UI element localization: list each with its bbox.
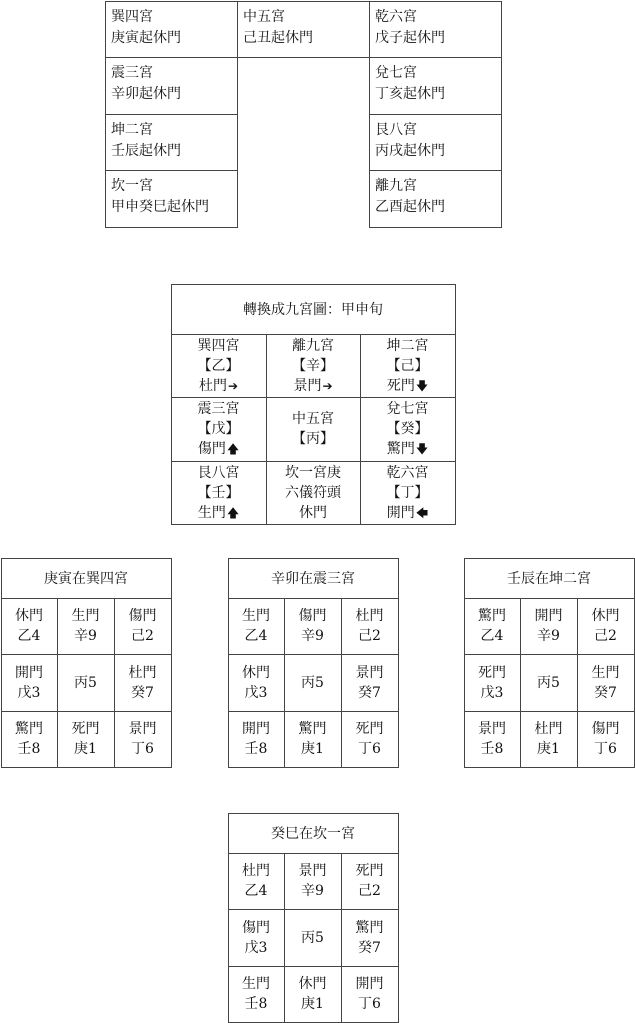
stem-number: 己2 (131, 628, 154, 644)
grid-cell (1, 711, 57, 767)
door-name: 死門 (355, 863, 384, 879)
stem-line: 【戊】 (197, 421, 240, 437)
door-name: 生門 (242, 608, 270, 624)
grid-cell (520, 598, 577, 654)
door-name: 驚門 (355, 919, 384, 936)
grid-cell (520, 711, 577, 767)
grid-cell (114, 711, 171, 767)
stem-number: 丙5 (74, 674, 97, 691)
door-line (199, 376, 238, 396)
palace-name: 艮八宮 (375, 122, 417, 138)
door-name: 生門 (591, 664, 620, 681)
stem-number: 辛9 (301, 628, 324, 644)
grid-line-horizontal (237, 57, 369, 58)
grid-cell (464, 654, 520, 711)
door-name: 驚門 (15, 721, 43, 737)
door-line (293, 376, 332, 396)
right-arrow-icon: ➔ (227, 378, 239, 393)
stem-number: 丁6 (358, 996, 381, 1012)
door-name: 景門 (293, 377, 322, 394)
grid-cell (284, 711, 341, 767)
palace-cell (266, 397, 360, 461)
stem-number: 己2 (358, 883, 381, 899)
stem-number: 乙4 (244, 628, 268, 644)
stem-number: 庚1 (74, 741, 97, 757)
start-line: 庚寅起休門 (111, 30, 181, 46)
palace-name: 坎一宮 (111, 178, 153, 194)
grid-cell (341, 909, 398, 966)
top-right-cell (369, 114, 501, 170)
door-name: 開門 (534, 608, 563, 624)
grid-cell (464, 598, 520, 654)
stem-number: 癸7 (358, 684, 381, 701)
door-name: 傷門 (128, 608, 157, 624)
door-line (198, 439, 239, 459)
grid-cell (228, 598, 284, 654)
top-left-cell (105, 57, 237, 114)
stem-number: 庚1 (301, 741, 324, 757)
grid-title: 庚寅在巽四宮 (44, 571, 128, 587)
door-name: 杜門 (242, 863, 270, 879)
palace-name: 兌七宮 (375, 65, 417, 81)
nine-palace-title: 轉換成九宮圖：甲申旬 (243, 302, 383, 318)
palace-name: 震三宮 (111, 65, 153, 81)
top-left-cell (105, 1, 237, 57)
door-name: 傷門 (591, 721, 620, 737)
start-line: 壬辰起休門 (111, 143, 181, 159)
stem-number: 丙5 (301, 674, 324, 691)
grid-cell (228, 909, 284, 966)
stem-number: 庚1 (301, 996, 324, 1012)
door-name: 杜門 (198, 377, 227, 394)
door-name: 開門 (15, 664, 43, 681)
door-name: 景門 (478, 721, 506, 737)
stem-number: 丁6 (131, 741, 154, 757)
start-line: 丁亥起休門 (375, 86, 445, 102)
grid-title: 癸巳在坎一宮 (271, 826, 355, 842)
grid-cell (577, 711, 634, 767)
up-arrow-icon: 🡅 (226, 442, 240, 456)
grid-cell (284, 966, 341, 1022)
down-arrow-icon: 🡇 (415, 378, 429, 393)
stem-line: 【乙】 (197, 357, 240, 374)
stem-number: 壬8 (244, 996, 268, 1012)
grid-cell (284, 598, 341, 654)
palace-cell (360, 461, 455, 524)
door-name: 生門 (242, 976, 270, 992)
stem-number: 己2 (358, 628, 381, 644)
stem-number: 己2 (594, 628, 617, 644)
right-arrow-icon: ➔ (322, 378, 333, 393)
door-name: 開門 (242, 721, 270, 737)
grid-cell (1, 654, 57, 711)
door-line (299, 503, 327, 523)
door-name: 開門 (355, 976, 384, 992)
palace-line: 巽四宮 (197, 337, 240, 354)
top-left-cell (105, 114, 237, 170)
stem-number: 戊3 (480, 684, 504, 701)
stem-number: 戊3 (244, 684, 268, 701)
grid-cell (228, 654, 284, 711)
door-name: 景門 (128, 721, 157, 737)
door-name: 杜門 (128, 664, 157, 681)
palace-cell (266, 334, 360, 397)
palace-name: 巽四宮 (111, 9, 153, 25)
door-name: 傷門 (242, 919, 270, 936)
stem-number: 壬8 (480, 741, 504, 757)
stem-number: 乙4 (480, 628, 504, 644)
grid-cell (57, 654, 114, 711)
palace-cell (360, 397, 455, 461)
grid-cell (341, 853, 398, 909)
grid-cell (228, 853, 284, 909)
grid-title: 辛卯在震三宮 (271, 571, 355, 587)
top-right-cell (369, 1, 501, 57)
palace-cell (360, 334, 455, 397)
door-name: 驚門 (386, 441, 415, 457)
door-name: 杜門 (355, 608, 384, 624)
palace-line: 坤二宮 (386, 337, 429, 354)
door-name: 休門 (299, 504, 327, 521)
grid-cell (114, 598, 171, 654)
door-name: 死門 (478, 664, 506, 681)
door-name: 傷門 (197, 441, 226, 457)
grid-cell (228, 711, 284, 767)
up-arrow-icon: 🡅 (226, 505, 240, 520)
grid-cell (341, 598, 398, 654)
start-line: 辛卯起休門 (111, 86, 181, 102)
door-name: 杜門 (534, 721, 563, 737)
door-line (198, 503, 239, 523)
door-name: 景門 (355, 664, 384, 681)
stem-number: 辛9 (537, 628, 560, 644)
grid-cell (284, 853, 341, 909)
palace-line: 坎一宮庚 (285, 464, 341, 481)
start-line: 乙酉起休門 (375, 199, 445, 215)
stem-number: 癸7 (131, 684, 154, 701)
palace-cell (171, 397, 266, 461)
door-name: 死門 (355, 721, 384, 737)
stem-number: 辛9 (301, 883, 324, 899)
down-arrow-icon: 🡇 (415, 442, 429, 456)
palace-name: 乾六宮 (375, 9, 417, 25)
palace-line: 乾六宮 (386, 464, 429, 481)
start-line: 己丑起休門 (243, 30, 313, 46)
palace-name: 離九宮 (375, 178, 417, 194)
stem-number: 丁6 (358, 741, 381, 757)
door-name: 生門 (71, 608, 100, 624)
grid-cell (284, 909, 341, 966)
top-center-cell (237, 1, 369, 57)
stem-line: 【壬】 (197, 484, 240, 501)
stem-number: 丙5 (537, 674, 560, 691)
stem-number: 丁6 (594, 741, 617, 757)
grid-cell (341, 711, 398, 767)
grid-cell (284, 654, 341, 711)
grid-cell (57, 711, 114, 767)
door-name: 死門 (71, 721, 100, 737)
door-name: 休門 (298, 976, 327, 992)
stem-line: 【丙】 (292, 431, 334, 447)
grid-title: 壬辰在坤二宮 (507, 571, 591, 587)
palace-cell (171, 334, 266, 397)
door-name: 景門 (298, 863, 327, 879)
stem-number: 丙5 (301, 929, 324, 946)
door-name: 休門 (591, 608, 620, 624)
grid-cell (577, 598, 634, 654)
stem-number: 癸7 (594, 684, 617, 701)
grid-cell (577, 654, 634, 711)
start-line: 丙戌起休門 (375, 143, 445, 159)
top-right-cell (369, 57, 501, 114)
stem-number: 癸7 (358, 939, 381, 956)
palace-cell (266, 461, 360, 524)
palace-line: 兌七宮 (386, 401, 429, 417)
stem-line: 【辛】 (292, 357, 334, 374)
door-name: 休門 (15, 608, 43, 624)
door-name: 傷門 (298, 608, 327, 624)
stem-number: 戊3 (244, 939, 268, 956)
grid-cell (341, 654, 398, 711)
palace-line: 艮八宮 (197, 464, 240, 481)
door-line (387, 376, 428, 396)
grid-cell (57, 598, 114, 654)
stem-number: 庚1 (537, 741, 560, 757)
grid-cell (464, 711, 520, 767)
stem-line: 【癸】 (386, 421, 429, 437)
door-name: 驚門 (298, 721, 327, 737)
top-left-cell (105, 170, 237, 227)
stem-line: 【丁】 (386, 484, 429, 501)
palace-name: 中五宮 (243, 9, 285, 25)
stem-number: 辛9 (74, 628, 97, 644)
grid-cell (520, 654, 577, 711)
grid-cell (228, 966, 284, 1022)
start-line: 甲申癸巳起休門 (111, 199, 209, 215)
start-line: 戊子起休門 (375, 30, 445, 46)
door-name: 開門 (386, 504, 415, 521)
stem-number: 壬8 (244, 741, 268, 757)
stem-number: 乙4 (244, 883, 268, 899)
door-name: 生門 (197, 504, 226, 521)
palace-line: 中五宮 (292, 411, 334, 427)
door-name: 死門 (386, 377, 415, 394)
palace-line: 離九宮 (292, 337, 334, 354)
door-name: 休門 (242, 664, 270, 681)
palace-name: 坤二宮 (111, 122, 153, 138)
grid-cell (114, 654, 171, 711)
stem-number: 乙4 (17, 628, 41, 644)
grid-cell (1, 598, 57, 654)
stem-line: 六儀符頭 (285, 484, 341, 501)
palace-cell (171, 461, 266, 524)
stem-number: 壬8 (17, 741, 41, 757)
door-line (387, 439, 428, 459)
left-arrow-icon: 🡄 (415, 505, 429, 520)
stem-number: 戊3 (17, 684, 41, 701)
door-line (387, 503, 428, 523)
door-name: 驚門 (478, 608, 506, 624)
palace-line: 震三宮 (197, 401, 240, 417)
stem-line: 【己】 (386, 357, 429, 374)
grid-cell (341, 966, 398, 1022)
top-right-cell (369, 170, 501, 227)
